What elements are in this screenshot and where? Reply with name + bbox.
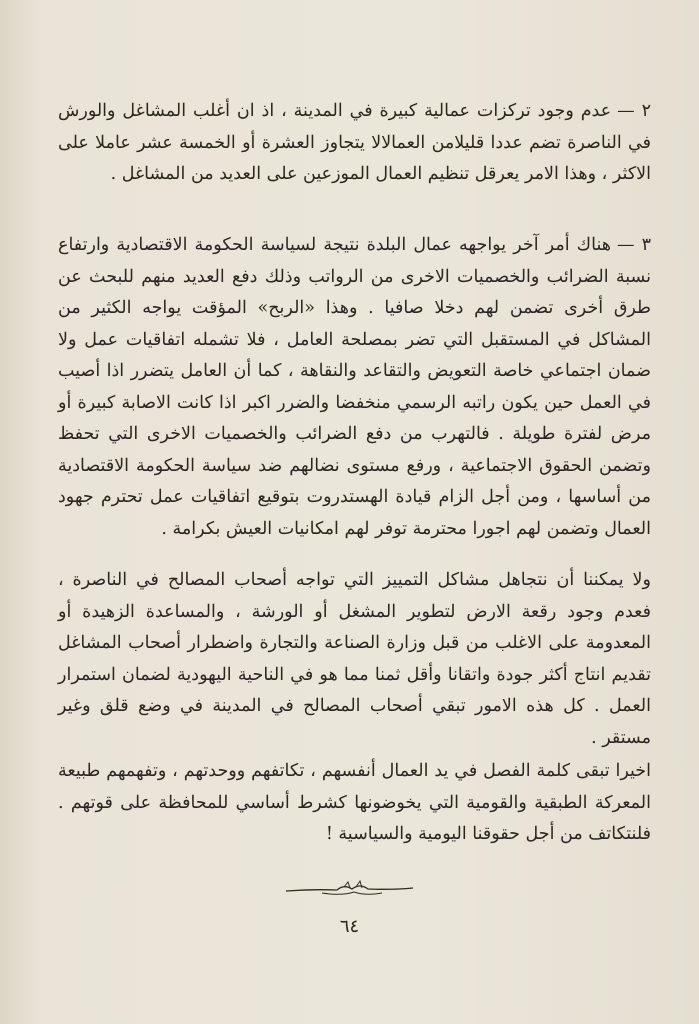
paragraph-body: عدم وجود تركزات عمالية كبيرة في المدينة ، اذ ان أغلب المشاغل والورش في الناصرة تضم عددا قليلامن العمالالا يتجاوز العشرة أو الخمسة عشر عاملا على الاكثر ، وهذا الامر يعرقل تنظيم العمال الموزعين على العديد من المشاغل .: [58, 101, 651, 184]
paragraph-text: [58, 565, 651, 754]
decorative-flourish-icon: [282, 878, 417, 900]
paragraph-point-2: [58, 96, 651, 191]
paragraph-text: [58, 756, 651, 851]
point-number: ٢ —: [617, 101, 651, 121]
paragraph-point-3: [58, 230, 651, 545]
paragraph-discrimination: [58, 565, 651, 754]
paragraph-text: [58, 230, 651, 545]
paragraph-body: اخيرا تبقى كلمة الفصل في يد العمال أنفسهم ، تكاتفهم ووحدتهم ، وتفهمهم طبيعة المعركة الطبقية والقومية التي يخوضونها كشرط أساسي للمحافظة على قوتهم . فلنتكاتف من أجل حقوقنا اليومية والسياسية !: [58, 761, 651, 844]
paragraph-conclusion: [58, 756, 651, 851]
point-number: ٣ —: [616, 235, 651, 255]
paragraph-body: ولا يمكننا أن نتجاهل مشاكل التمييز التي تواجه أصحاب المصالح في الناصرة ، فعدم وجود رقعة الارض لتطوير المشغل أو الورشة ، والمساعدة الزهيدة أو المعدومة على الاغلب من قبل وزارة الصناعة والتجارة واضطرار أصحاب المشاغل تقديم انتاج أكثر جودة واتقانا وأقل ثمنا مما هو في الناحية اليهودية لضمان استمرار العمل . كل هذه الامور تبقي أصحاب المصالح في المدينة في وضع قلق وغير مستقر .: [58, 570, 651, 748]
paragraph-text: [58, 96, 651, 191]
page-number: ٦٤: [339, 916, 360, 937]
paragraph-body: هناك أمر آخر يواجهه عمال البلدة نتيجة لسياسة الحكومة الاقتصادية وارتفاع نسبة الضرائب والخصميات الاخرى من الرواتب وذلك دفع العديد منهم للبحث عن طرق أخرى تضمن لهم دخلا صافيا . وهذا «الربح» المؤقت يواجه الكثير من المشاكل في المستقبل التي تضر بمصلحة العامل ، فلا تشمله اتفاقيات عمل ولا ضمان اجتماعي خاصة التعويض والتقاعد والنقاهة ، كما أن العامل يتضرر اذا أصيب في العمل حين يكون راتبه الرسمي منخفضا والضرر اكبر اذا كانت الاصابة كبيرة أو مرض لفترة طويلة . فالتهرب من دفع الضرائب والخصميات الاخرى التي تحفظ وتضمن الحقوق الاجتماعية ، ورفع مستوى نضالهم ضد سياسة الحكومة الاقتصادية من أساسها ، ومن أجل الزام قيادة الهستدروت بتوقيع اتفاقيات عمل تحترم جهود العمال وتضمن لهم اجورا محترمة توفر لهم امكانيات العيش بكرامة .: [58, 235, 651, 539]
